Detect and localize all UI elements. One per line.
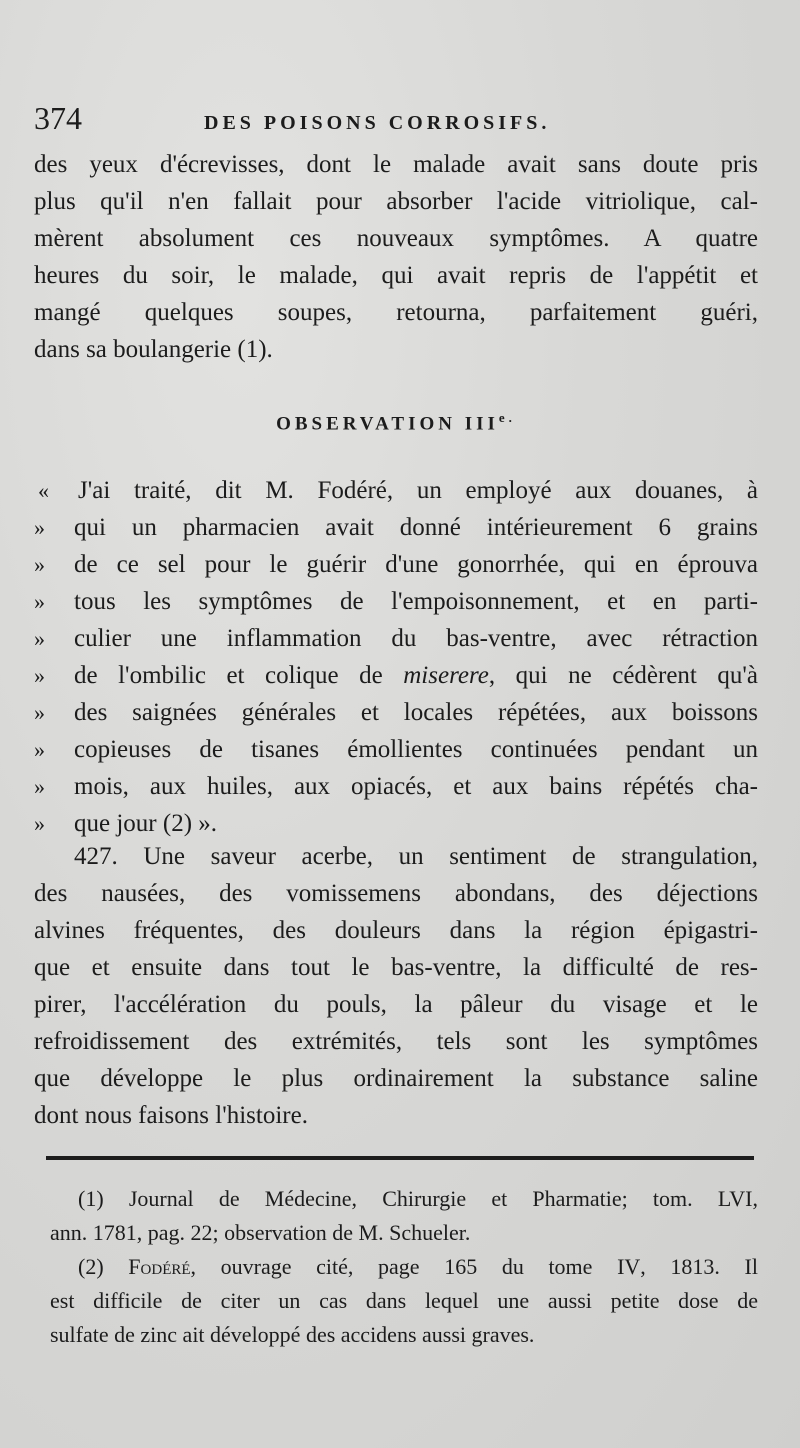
quote-line	[34, 768, 758, 805]
quote-text: que jour (2) ».	[74, 810, 218, 837]
text-line: des nausées, des vomissemens abondans, des déjections	[34, 880, 758, 907]
quote-mark: «	[38, 478, 49, 503]
quote-text-part: , qui ne cédèrent qu'à	[488, 662, 758, 689]
quote-mark: »	[34, 663, 45, 688]
text-line: heures du soir, le malade, qui avait repris de l'appétit et	[34, 262, 758, 289]
quote-mark: »	[34, 515, 45, 540]
quote-text: J'ai traité, dit M. Fodéré, un employé aux douanes, à	[78, 477, 758, 504]
paragraph-427	[34, 838, 758, 1134]
footnote-2-line	[50, 1250, 758, 1284]
footnote-roman: LVI	[717, 1186, 753, 1211]
text-line: alvines fréquentes, des douleurs dans la région épigastri-	[34, 917, 758, 944]
quote-mark: »	[34, 589, 45, 614]
text-line: mèrent absolument ces nouveaux symptômes. A quatre	[34, 225, 758, 252]
quote-text-part: de l'ombilic et colique de	[74, 662, 383, 689]
quote-line	[34, 583, 758, 620]
text-line: refroidissement des extrémités, tels sont les symptômes	[34, 1028, 758, 1055]
footnote-roman: IV	[617, 1254, 641, 1279]
quote-text: qui un pharmacien avait donné intérieurement 6 grains	[74, 514, 758, 541]
text-line: que et ensuite dans tout le bas-ventre, la difficulté de res-	[34, 954, 758, 981]
page-number: 374	[34, 100, 82, 136]
quote-mark: »	[34, 700, 45, 725]
quote-text: copieuses de tisanes émollientes continuées pendant un	[74, 736, 758, 763]
quote-line	[34, 657, 758, 694]
text-line	[34, 838, 758, 875]
italic-term: miserere	[403, 662, 489, 689]
text-line-content: Une saveur acerbe, un sentiment de strangulation,	[143, 843, 759, 870]
footnote-1-line	[50, 1182, 758, 1216]
footnote-marker: (1)	[78, 1186, 104, 1211]
quote-mark: »	[34, 552, 45, 577]
footnote-text: Journal de Médecine, Chirurgie et Pharmatie; tom.	[128, 1186, 693, 1211]
observation-heading-text: OBSERVATION III	[276, 413, 499, 435]
text-line: mangé quelques soupes, retourna, parfaitement guéri,	[34, 299, 758, 326]
footnote-author: Fodéré	[128, 1254, 191, 1279]
quote-mark: »	[34, 774, 45, 799]
text-line: pirer, l'accélération du pouls, la pâleur du visage et le	[34, 991, 758, 1018]
quote-line	[34, 620, 758, 657]
quote-mark: »	[34, 811, 45, 836]
footnote-2-line: est difficile de citer un cas dans lequel une aussi petite dose de	[50, 1288, 758, 1313]
quote-line	[34, 546, 758, 583]
quote-text: de ce sel pour le guérir d'une gonorrhée, qui en éprouva	[74, 551, 758, 578]
quote-line	[34, 472, 758, 509]
quote-mark: »	[34, 626, 45, 651]
quote-text: culier une inflammation du bas-ventre, avec rétraction	[74, 625, 758, 652]
quote-line	[34, 731, 758, 768]
quote-mark: »	[34, 737, 45, 762]
text-line: dont nous faisons l'histoire.	[34, 1102, 308, 1129]
footnote-marker: (2)	[78, 1254, 104, 1279]
footnote-text: ,	[752, 1186, 758, 1211]
footnote-2-line: sulfate de zinc ait développé des accidens aussi graves.	[50, 1322, 535, 1347]
observation-heading	[34, 410, 758, 435]
quote-line	[34, 694, 758, 731]
running-title: DES POISONS CORROSIFS.	[204, 112, 551, 134]
footnote-rule	[46, 1156, 754, 1160]
footnotes	[50, 1182, 758, 1352]
observation-heading-suffix: e.	[498, 410, 516, 425]
text-line: des yeux d'écrevisses, dont le malade avait sans doute pris	[34, 151, 758, 178]
footnote-text: , 1813. Il	[640, 1254, 758, 1279]
running-head	[34, 100, 758, 144]
text-line: dans sa boulangerie (1).	[34, 336, 273, 363]
text-line: plus qu'il n'en fallait pour absorber l'acide vitriolique, cal-	[34, 188, 758, 215]
paragraph-number: 427.	[74, 843, 118, 870]
footnote-text: , ouvrage cité, page 165 du tome	[190, 1254, 593, 1279]
quote-text: tous les symptômes de l'empoisonnement, et en parti-	[74, 588, 758, 615]
footnote-1-line: ann. 1781, pag. 22; observation de M. Schueler.	[50, 1220, 471, 1245]
quote-line	[34, 805, 758, 842]
continued-paragraph	[34, 146, 758, 368]
observation-quote	[34, 472, 758, 842]
text-line: que développe le plus ordinairement la substance saline	[34, 1065, 758, 1092]
quote-line	[34, 509, 758, 546]
quote-text: des saignées générales et locales répétées, aux boissons	[74, 699, 758, 726]
quote-text: mois, aux huiles, aux opiacés, et aux bains répétés cha-	[74, 773, 758, 800]
quote-text	[74, 657, 758, 694]
